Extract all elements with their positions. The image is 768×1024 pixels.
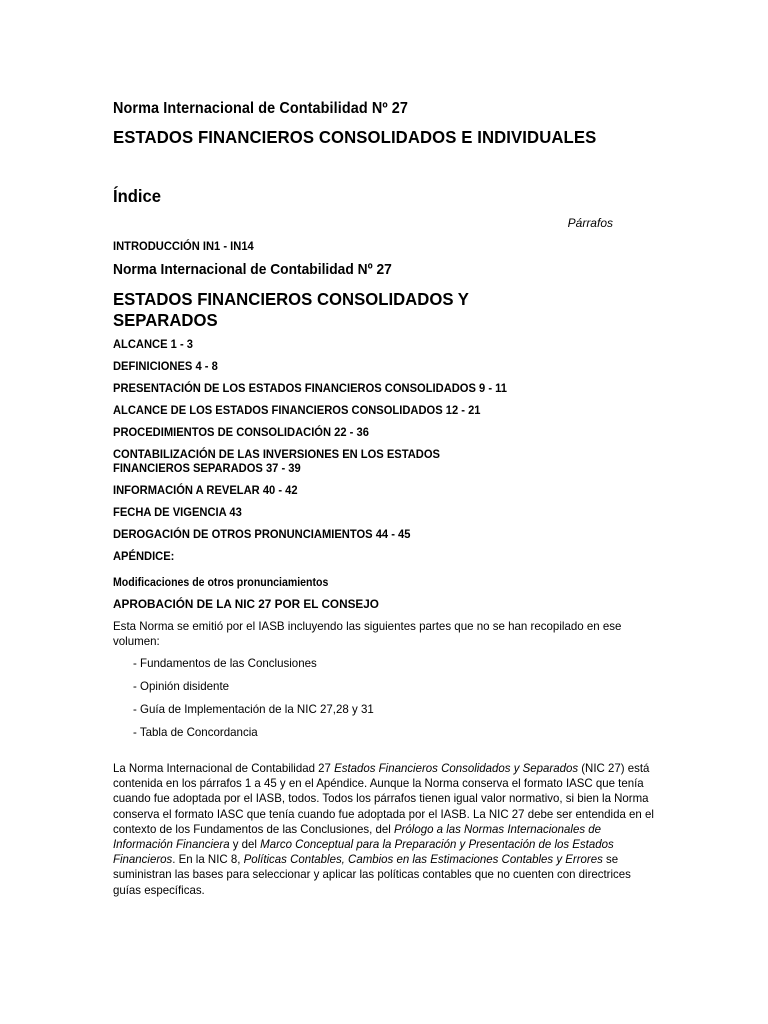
toc-item-fecha-vigencia: FECHA DE VIGENCIA 43 — [113, 505, 242, 519]
toc-introduction: INTRODUCCIÓN IN1 - IN14 — [113, 239, 254, 253]
main-paragraph-text: se suministran las bases para seleccionar y aplicar las políticas contables que no cuenten con directrices guías específicas. — [113, 852, 631, 897]
toc-item-apendice: APÉNDICE: — [113, 549, 175, 563]
main-paragraph-italic: Estados Financieros Consolidados y Separados — [334, 761, 579, 775]
document-page — [113, 100, 658, 898]
list-item: - Fundamentos de las Conclusiones — [133, 656, 317, 670]
toc-item-alcance-consolidados: ALCANCE DE LOS ESTADOS FINANCIEROS CONSOLIDADOS 12 - 21 — [113, 403, 481, 417]
main-paragraph-text: y del — [229, 837, 261, 852]
toc-item-contabilizacion: CONTABILIZACIÓN DE LAS INVERSIONES EN LOS ESTADOS FINANCIEROS SEPARADOS 37 - 39 — [113, 447, 440, 475]
toc-item-informacion: INFORMACIÓN A REVELAR 40 - 42 — [113, 483, 298, 497]
main-paragraph-text: (NIC 27) está contenida en los párrafos 1 a 45 y en el Apéndice. Aunque la Norma conserva el formato IASC que tenía cuando fue adoptada por el IASB, todos. Todos los párrafos tienen igual valor normativo, si bien la Norma conserva el formato IASC que tenía cuando fue adoptada por el IASB. La NIC 27 debe ser entendida en el contexto de los Fundamentos de las Conclusiones, del — [113, 761, 654, 836]
list-item: - Guía de Implementación de la NIC 27,28 y 31 — [133, 702, 374, 716]
table-of-contents — [113, 337, 658, 611]
toc-item-alcance: ALCANCE 1 - 3 — [113, 337, 193, 351]
norma-subtitle: Norma Internacional de Contabilidad Nº 27 — [113, 261, 392, 278]
norma-title: ESTADOS FINANCIEROS CONSOLIDADOS Y SEPARADOS — [113, 289, 469, 330]
toc-item-derogacion: DEROGACIÓN DE OTROS PRONUNCIAMIENTOS 44 - 45 — [113, 527, 411, 541]
toc-item-aprobacion: APROBACIÓN DE LA NIC 27 POR EL CONSEJO — [113, 597, 379, 611]
main-paragraph-italic: Marco Conceptual para la Preparación y Presentación de los Estados Financieros — [113, 837, 614, 867]
toc-item-definiciones: DEFINICIONES 4 - 8 — [113, 359, 218, 373]
document-subtitle: Norma Internacional de Contabilidad Nº 27 — [113, 100, 409, 117]
toc-appendix-subitem: Modificaciones de otros pronunciamientos — [113, 575, 329, 589]
toc-item-presentacion: PRESENTACIÓN DE LOS ESTADOS FINANCIEROS CONSOLIDADOS 9 - 11 — [113, 381, 507, 395]
intro-paragraph: Esta Norma se emitió por el IASB incluyendo las siguientes partes que no se han recopilado en ese volumen: — [113, 619, 622, 648]
paragraphs-column-label: Párrafos — [567, 216, 613, 230]
toc-item-procedimientos: PROCEDIMIENTOS DE CONSOLIDACIÓN 22 - 36 — [113, 425, 369, 439]
main-paragraph-text: La Norma Internacional de Contabilidad 27 — [113, 761, 335, 775]
list-item: - Opinión disidente — [133, 679, 230, 693]
index-heading: Índice — [113, 186, 162, 206]
main-paragraph-text: . En la NIC 8, — [172, 852, 244, 867]
document-title: ESTADOS FINANCIEROS CONSOLIDADOS E INDIVIDUALES — [113, 127, 597, 147]
main-paragraph — [113, 761, 654, 898]
main-paragraph-italic: Políticas Contables, Cambios en las Estimaciones Contables y Errores — [243, 852, 603, 867]
main-paragraph-italic: Prólogo a las Normas Internacionales de Información Financiera — [113, 821, 601, 852]
list-item: - Tabla de Concordancia — [133, 725, 258, 739]
omitted-parts-list — [133, 656, 658, 739]
